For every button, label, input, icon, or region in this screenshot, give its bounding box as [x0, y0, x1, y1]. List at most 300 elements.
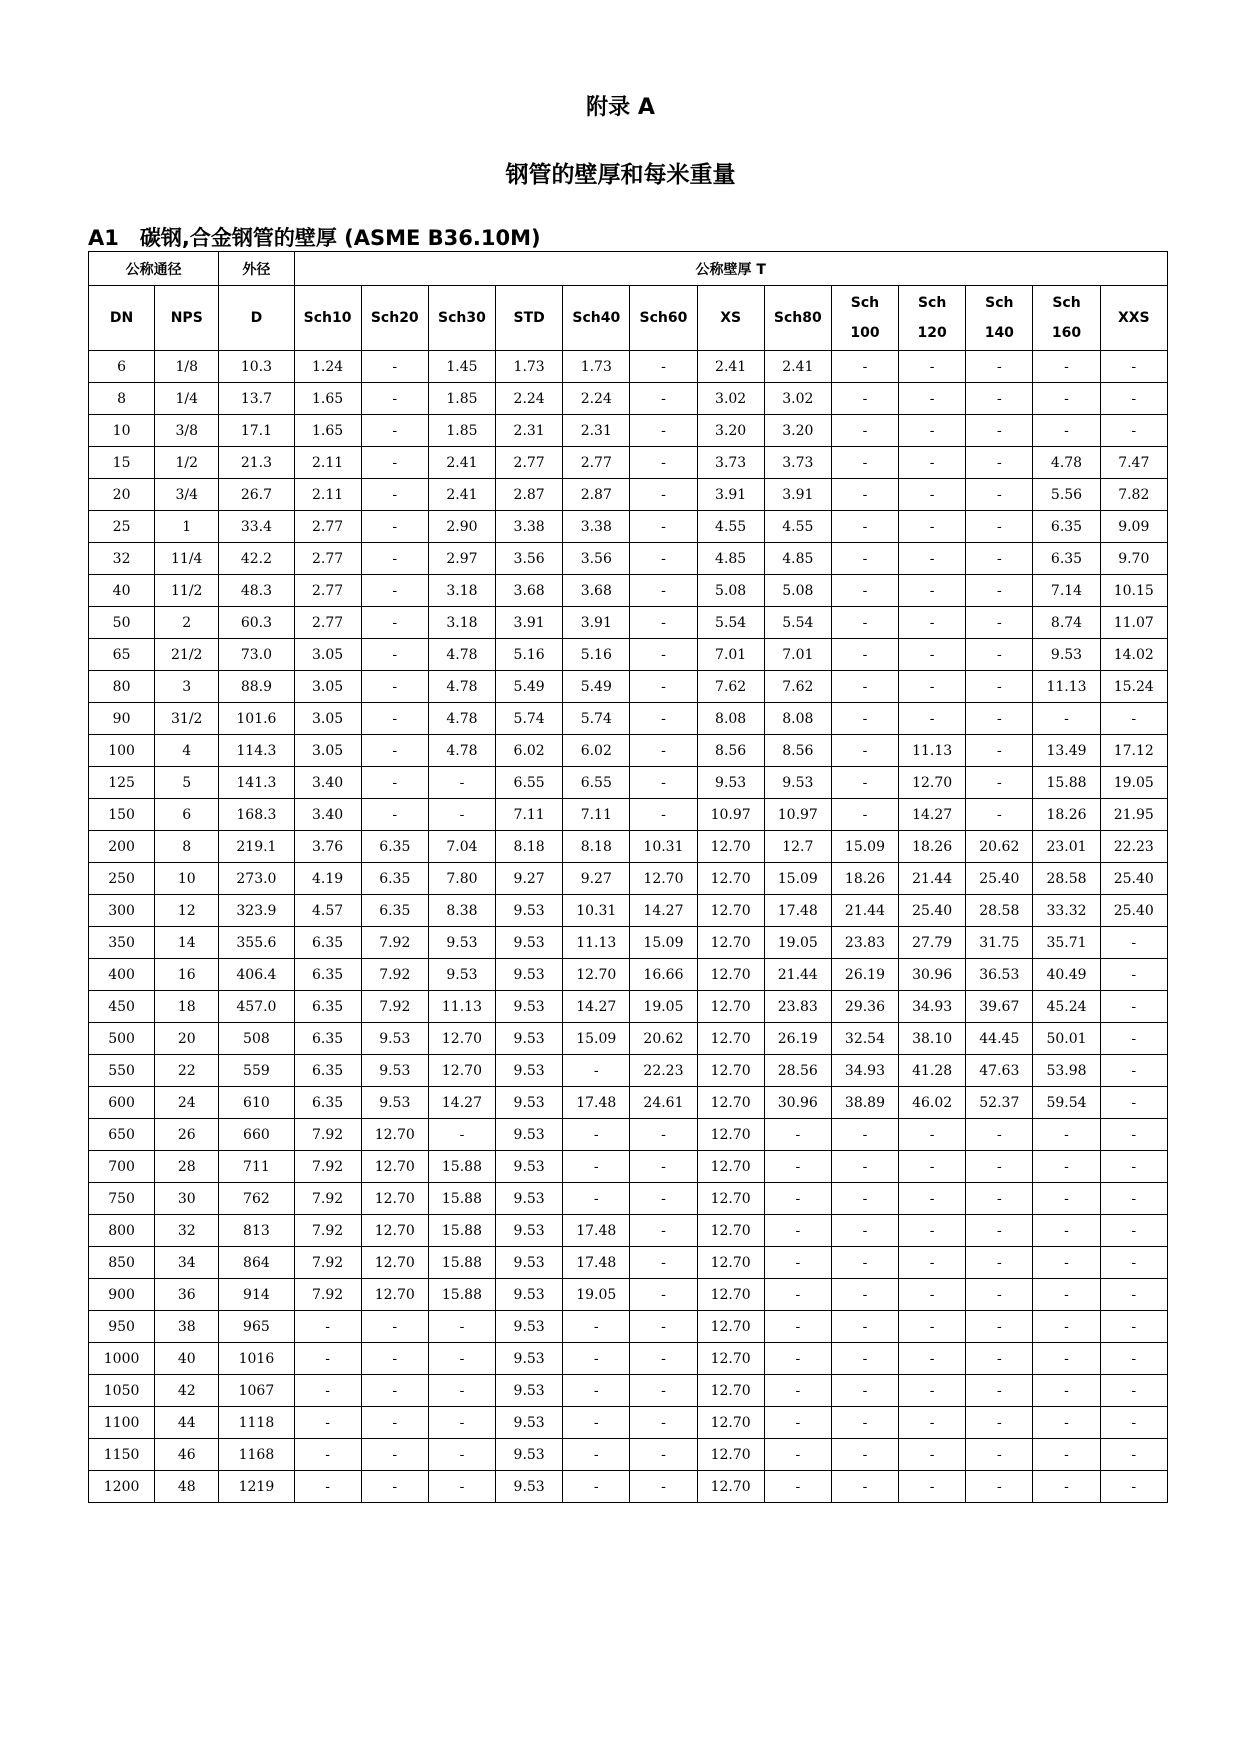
- table-cell: -: [899, 607, 966, 639]
- table-cell: 26.19: [764, 1023, 831, 1055]
- table-cell: 700: [89, 1151, 155, 1183]
- table-cell: -: [563, 1343, 630, 1375]
- table-cell: 508: [219, 1023, 294, 1055]
- table-cell: 4.85: [697, 543, 764, 575]
- table-cell: 46.02: [899, 1087, 966, 1119]
- table-cell: -: [361, 735, 428, 767]
- table-cell: -: [1033, 703, 1100, 735]
- table-cell: -: [563, 1407, 630, 1439]
- table-row: [89, 1311, 1168, 1343]
- table-cell: 18: [155, 991, 219, 1023]
- table-cell: -: [831, 1407, 898, 1439]
- table-group-header-row: [89, 252, 1168, 286]
- table-cell: 44: [155, 1407, 219, 1439]
- table-row: [89, 1343, 1168, 1375]
- table-cell: 18.26: [831, 863, 898, 895]
- table-cell: 9.53: [361, 1055, 428, 1087]
- table-cell: -: [361, 1375, 428, 1407]
- table-cell: 5.16: [563, 639, 630, 671]
- table-cell: -: [630, 703, 697, 735]
- table-cell: -: [1033, 1439, 1100, 1471]
- table-cell: 7.92: [294, 1151, 361, 1183]
- table-cell: 5.54: [764, 607, 831, 639]
- table-row: [89, 1055, 1168, 1087]
- table-cell: 11/2: [155, 575, 219, 607]
- table-cell: 15.09: [630, 927, 697, 959]
- column-header: XXS: [1100, 286, 1167, 351]
- table-cell: 762: [219, 1183, 294, 1215]
- table-cell: -: [361, 383, 428, 415]
- table-cell: 6.02: [496, 735, 563, 767]
- table-cell: 39.67: [966, 991, 1033, 1023]
- table-cell: -: [1100, 1215, 1167, 1247]
- table-cell: 17.12: [1100, 735, 1167, 767]
- table-cell: 1050: [89, 1375, 155, 1407]
- table-cell: 559: [219, 1055, 294, 1087]
- table-cell: 28.58: [1033, 863, 1100, 895]
- column-header: DN: [89, 286, 155, 351]
- table-row: [89, 927, 1168, 959]
- table-cell: -: [899, 1471, 966, 1503]
- table-cell: 2.97: [428, 543, 495, 575]
- table-cell: 6: [155, 799, 219, 831]
- table-cell: 3.05: [294, 639, 361, 671]
- table-cell: 4.19: [294, 863, 361, 895]
- table-cell: -: [966, 1471, 1033, 1503]
- table-cell: 20: [89, 479, 155, 511]
- column-header: Sch 140: [966, 286, 1033, 351]
- table-cell: -: [630, 799, 697, 831]
- table-cell: -: [899, 1247, 966, 1279]
- table-cell: 7.01: [764, 639, 831, 671]
- table-cell: -: [899, 671, 966, 703]
- table-cell: -: [1033, 1343, 1100, 1375]
- table-cell: -: [831, 1247, 898, 1279]
- table-cell: -: [831, 1439, 898, 1471]
- table-cell: 15.88: [428, 1183, 495, 1215]
- table-cell: 21/2: [155, 639, 219, 671]
- table-cell: 5.08: [697, 575, 764, 607]
- table-cell: -: [966, 671, 1033, 703]
- table-row: [89, 415, 1168, 447]
- table-cell: 31.75: [966, 927, 1033, 959]
- table-cell: -: [764, 1183, 831, 1215]
- table-cell: 32.54: [831, 1023, 898, 1055]
- table-row: [89, 511, 1168, 543]
- table-cell: 9.53: [496, 1407, 563, 1439]
- table-cell: -: [361, 1407, 428, 1439]
- table-cell: 7.92: [294, 1215, 361, 1247]
- table-cell: 355.6: [219, 927, 294, 959]
- table-cell: -: [630, 1471, 697, 1503]
- table-cell: -: [831, 1471, 898, 1503]
- table-cell: 46: [155, 1439, 219, 1471]
- table-cell: -: [1100, 383, 1167, 415]
- table-cell: -: [630, 575, 697, 607]
- table-cell: 6.35: [294, 991, 361, 1023]
- table-cell: -: [1100, 351, 1167, 383]
- table-cell: 15.88: [428, 1215, 495, 1247]
- table-cell: -: [361, 575, 428, 607]
- table-cell: 12.70: [697, 1247, 764, 1279]
- table-cell: -: [361, 543, 428, 575]
- table-cell: 47.63: [966, 1055, 1033, 1087]
- table-cell: -: [428, 1311, 495, 1343]
- table-cell: 5.16: [496, 639, 563, 671]
- table-cell: 80: [89, 671, 155, 703]
- table-cell: 26.7: [219, 479, 294, 511]
- table-cell: 1.65: [294, 383, 361, 415]
- table-cell: 7.80: [428, 863, 495, 895]
- table-cell: -: [831, 1311, 898, 1343]
- table-cell: 38.10: [899, 1023, 966, 1055]
- table-cell: 40.49: [1033, 959, 1100, 991]
- table-cell: -: [428, 1119, 495, 1151]
- table-cell: 6.35: [361, 895, 428, 927]
- table-cell: 9.53: [496, 959, 563, 991]
- table-cell: -: [966, 447, 1033, 479]
- column-header: Sch10: [294, 286, 361, 351]
- table-cell: 711: [219, 1151, 294, 1183]
- table-cell: 813: [219, 1215, 294, 1247]
- table-cell: 3.73: [697, 447, 764, 479]
- column-header: Sch80: [764, 286, 831, 351]
- table-cell: 25: [89, 511, 155, 543]
- table-cell: 323.9: [219, 895, 294, 927]
- table-cell: -: [630, 479, 697, 511]
- table-cell: 50.01: [1033, 1023, 1100, 1055]
- table-cell: 10.3: [219, 351, 294, 383]
- table-cell: 19.05: [1100, 767, 1167, 799]
- table-cell: -: [764, 1343, 831, 1375]
- table-row: [89, 1183, 1168, 1215]
- table-cell: 73.0: [219, 639, 294, 671]
- table-cell: 7.01: [697, 639, 764, 671]
- table-cell: -: [1100, 1055, 1167, 1087]
- table-cell: 850: [89, 1247, 155, 1279]
- table-cell: -: [831, 1119, 898, 1151]
- table-cell: 11.13: [1033, 671, 1100, 703]
- table-cell: 30.96: [764, 1087, 831, 1119]
- table-cell: 10: [89, 415, 155, 447]
- table-cell: 7.92: [361, 927, 428, 959]
- table-cell: 8.18: [496, 831, 563, 863]
- table-cell: 9.53: [496, 1311, 563, 1343]
- table-cell: -: [294, 1375, 361, 1407]
- table-cell: 1000: [89, 1343, 155, 1375]
- table-cell: 3/8: [155, 415, 219, 447]
- table-cell: 12.70: [697, 1471, 764, 1503]
- table-row: [89, 351, 1168, 383]
- table-cell: -: [899, 1439, 966, 1471]
- table-cell: 800: [89, 1215, 155, 1247]
- table-cell: 21.44: [899, 863, 966, 895]
- table-cell: -: [361, 415, 428, 447]
- table-cell: -: [1100, 1375, 1167, 1407]
- table-cell: 1100: [89, 1407, 155, 1439]
- table-cell: 400: [89, 959, 155, 991]
- table-cell: -: [966, 639, 1033, 671]
- table-cell: -: [1033, 1247, 1100, 1279]
- table-cell: 24.61: [630, 1087, 697, 1119]
- table-cell: 9.53: [496, 1119, 563, 1151]
- table-cell: 12.70: [428, 1023, 495, 1055]
- column-header: Sch 120: [899, 286, 966, 351]
- table-cell: 950: [89, 1311, 155, 1343]
- table-cell: -: [966, 1183, 1033, 1215]
- table-cell: 1.24: [294, 351, 361, 383]
- table-cell: 17.48: [563, 1247, 630, 1279]
- table-cell: 273.0: [219, 863, 294, 895]
- table-row: [89, 479, 1168, 511]
- table-cell: 53.98: [1033, 1055, 1100, 1087]
- column-header: Sch60: [630, 286, 697, 351]
- table-cell: 11.13: [563, 927, 630, 959]
- table-cell: 6.35: [361, 831, 428, 863]
- table-cell: -: [630, 511, 697, 543]
- table-cell: 4.85: [764, 543, 831, 575]
- table-cell: 550: [89, 1055, 155, 1087]
- table-cell: 3.73: [764, 447, 831, 479]
- table-cell: 7.92: [294, 1119, 361, 1151]
- table-cell: 14: [155, 927, 219, 959]
- table-cell: 9.53: [361, 1087, 428, 1119]
- table-cell: -: [361, 1311, 428, 1343]
- table-cell: 9.53: [428, 959, 495, 991]
- table-cell: -: [764, 1471, 831, 1503]
- table-cell: 22.23: [630, 1055, 697, 1087]
- table-cell: 9.53: [496, 1279, 563, 1311]
- table-cell: 7.62: [764, 671, 831, 703]
- table-cell: 600: [89, 1087, 155, 1119]
- table-cell: -: [1033, 1471, 1100, 1503]
- column-header: NPS: [155, 286, 219, 351]
- table-cell: 90: [89, 703, 155, 735]
- table-cell: 20: [155, 1023, 219, 1055]
- table-cell: 6.02: [563, 735, 630, 767]
- table-cell: 500: [89, 1023, 155, 1055]
- table-cell: -: [831, 543, 898, 575]
- table-cell: 4: [155, 735, 219, 767]
- table-cell: -: [831, 1215, 898, 1247]
- table-cell: 6.35: [294, 1023, 361, 1055]
- table-cell: 30: [155, 1183, 219, 1215]
- table-cell: 2.41: [697, 351, 764, 383]
- table-cell: -: [966, 351, 1033, 383]
- table-cell: 44.45: [966, 1023, 1033, 1055]
- table-cell: 8.18: [563, 831, 630, 863]
- table-cell: 2.24: [496, 383, 563, 415]
- table-cell: 3.20: [697, 415, 764, 447]
- table-cell: 15.09: [764, 863, 831, 895]
- table-cell: 18.26: [899, 831, 966, 863]
- column-header: Sch 160: [1033, 286, 1100, 351]
- table-cell: 650: [89, 1119, 155, 1151]
- table-cell: 1.73: [496, 351, 563, 383]
- table-cell: 4.55: [764, 511, 831, 543]
- table-row: [89, 735, 1168, 767]
- table-cell: 965: [219, 1311, 294, 1343]
- table-cell: -: [630, 1119, 697, 1151]
- table-cell: 3: [155, 671, 219, 703]
- table-cell: 5.74: [563, 703, 630, 735]
- table-row: [89, 575, 1168, 607]
- table-cell: 9.53: [496, 927, 563, 959]
- table-cell: 2.41: [764, 351, 831, 383]
- table-cell: 23.83: [831, 927, 898, 959]
- table-cell: 8.56: [764, 735, 831, 767]
- table-cell: 17.48: [563, 1215, 630, 1247]
- table-cell: -: [899, 1279, 966, 1311]
- table-cell: 10.31: [630, 831, 697, 863]
- table-cell: 1016: [219, 1343, 294, 1375]
- appendix-title: 附录 A: [586, 95, 655, 120]
- document-subtitle: 钢管的壁厚和每米重量: [505, 162, 736, 188]
- table-cell: 9.53: [496, 1023, 563, 1055]
- section-heading: A1 碳钢,合金钢管的壁厚 (ASME B36.10M): [88, 226, 541, 250]
- table-cell: -: [1033, 1183, 1100, 1215]
- table-cell: 350: [89, 927, 155, 959]
- table-cell: -: [764, 1311, 831, 1343]
- table-cell: 2: [155, 607, 219, 639]
- table-cell: -: [899, 639, 966, 671]
- table-cell: -: [831, 767, 898, 799]
- table-cell: 12.70: [697, 1343, 764, 1375]
- table-cell: -: [1100, 1183, 1167, 1215]
- table-cell: 3.38: [563, 511, 630, 543]
- table-cell: 12.70: [361, 1215, 428, 1247]
- table-cell: -: [899, 1151, 966, 1183]
- table-cell: 16.66: [630, 959, 697, 991]
- table-cell: 11.07: [1100, 607, 1167, 639]
- table-cell: 3.18: [428, 607, 495, 639]
- table-cell: -: [831, 575, 898, 607]
- table-cell: 12.70: [361, 1119, 428, 1151]
- table-cell: 15.88: [428, 1247, 495, 1279]
- table-row: [89, 1279, 1168, 1311]
- table-cell: -: [966, 383, 1033, 415]
- table-cell: -: [1100, 1343, 1167, 1375]
- table-cell: 45.24: [1033, 991, 1100, 1023]
- table-cell: -: [563, 1311, 630, 1343]
- table-cell: 6.35: [361, 863, 428, 895]
- table-cell: 31/2: [155, 703, 219, 735]
- table-cell: 9.53: [1033, 639, 1100, 671]
- table-cell: 7.92: [361, 959, 428, 991]
- table-cell: 9.53: [428, 927, 495, 959]
- column-header: Sch20: [361, 286, 428, 351]
- table-cell: 9.53: [496, 991, 563, 1023]
- table-cell: 12.70: [697, 1055, 764, 1087]
- table-cell: -: [630, 1247, 697, 1279]
- table-cell: 11.13: [899, 735, 966, 767]
- table-cell: 9.27: [563, 863, 630, 895]
- table-cell: -: [428, 1375, 495, 1407]
- table-cell: 6.55: [496, 767, 563, 799]
- table-cell: 3.20: [764, 415, 831, 447]
- table-cell: 32: [89, 543, 155, 575]
- table-cell: -: [966, 1215, 1033, 1247]
- table-cell: 21.44: [764, 959, 831, 991]
- table-cell: 19.05: [764, 927, 831, 959]
- table-cell: 34: [155, 1247, 219, 1279]
- table-cell: -: [899, 415, 966, 447]
- table-row: [89, 991, 1168, 1023]
- table-cell: -: [764, 1247, 831, 1279]
- table-cell: 2.77: [294, 607, 361, 639]
- table-row: [89, 543, 1168, 575]
- table-cell: 14.02: [1100, 639, 1167, 671]
- table-cell: 28: [155, 1151, 219, 1183]
- table-cell: 9.53: [496, 1215, 563, 1247]
- table-cell: 4.78: [428, 639, 495, 671]
- table-cell: -: [899, 543, 966, 575]
- table-cell: 15.88: [428, 1151, 495, 1183]
- table-cell: 3.56: [563, 543, 630, 575]
- table-cell: -: [831, 1375, 898, 1407]
- table-cell: 12.70: [697, 1151, 764, 1183]
- table-cell: 8.08: [697, 703, 764, 735]
- table-cell: 4.78: [428, 671, 495, 703]
- table-cell: 450: [89, 991, 155, 1023]
- table-cell: 12.70: [697, 1375, 764, 1407]
- table-cell: 20.62: [966, 831, 1033, 863]
- table-cell: -: [563, 1471, 630, 1503]
- table-cell: 9.09: [1100, 511, 1167, 543]
- table-cell: 9.53: [496, 1343, 563, 1375]
- table-cell: -: [361, 799, 428, 831]
- table-cell: -: [428, 767, 495, 799]
- table-cell: -: [831, 351, 898, 383]
- table-row: [89, 1407, 1168, 1439]
- table-cell: 7.04: [428, 831, 495, 863]
- table-cell: -: [630, 735, 697, 767]
- table-cell: -: [361, 1439, 428, 1471]
- table-cell: 19.05: [630, 991, 697, 1023]
- table-cell: 7.82: [1100, 479, 1167, 511]
- table-cell: 914: [219, 1279, 294, 1311]
- table-cell: -: [899, 703, 966, 735]
- table-cell: 12.70: [697, 959, 764, 991]
- table-cell: -: [630, 1183, 697, 1215]
- table-cell: 3.38: [496, 511, 563, 543]
- table-cell: 1.85: [428, 383, 495, 415]
- table-cell: 12.70: [361, 1183, 428, 1215]
- table-cell: -: [899, 1311, 966, 1343]
- table-cell: 9.53: [496, 1439, 563, 1471]
- table-cell: 6.35: [294, 1055, 361, 1087]
- table-cell: 3.91: [496, 607, 563, 639]
- table-cell: -: [966, 543, 1033, 575]
- table-cell: 2.90: [428, 511, 495, 543]
- table-cell: 25.40: [1100, 895, 1167, 927]
- table-cell: 100: [89, 735, 155, 767]
- table-cell: 9.70: [1100, 543, 1167, 575]
- table-cell: -: [764, 1151, 831, 1183]
- table-cell: 6: [89, 351, 155, 383]
- table-cell: 3.05: [294, 735, 361, 767]
- table-cell: 3.18: [428, 575, 495, 607]
- table-cell: -: [630, 1439, 697, 1471]
- table-cell: 6.35: [294, 1087, 361, 1119]
- table-cell: 38: [155, 1311, 219, 1343]
- table-row: [89, 639, 1168, 671]
- table-cell: 1/2: [155, 447, 219, 479]
- table-cell: 22: [155, 1055, 219, 1087]
- table-cell: -: [1100, 959, 1167, 991]
- table-cell: -: [1100, 1439, 1167, 1471]
- table-cell: 29.36: [831, 991, 898, 1023]
